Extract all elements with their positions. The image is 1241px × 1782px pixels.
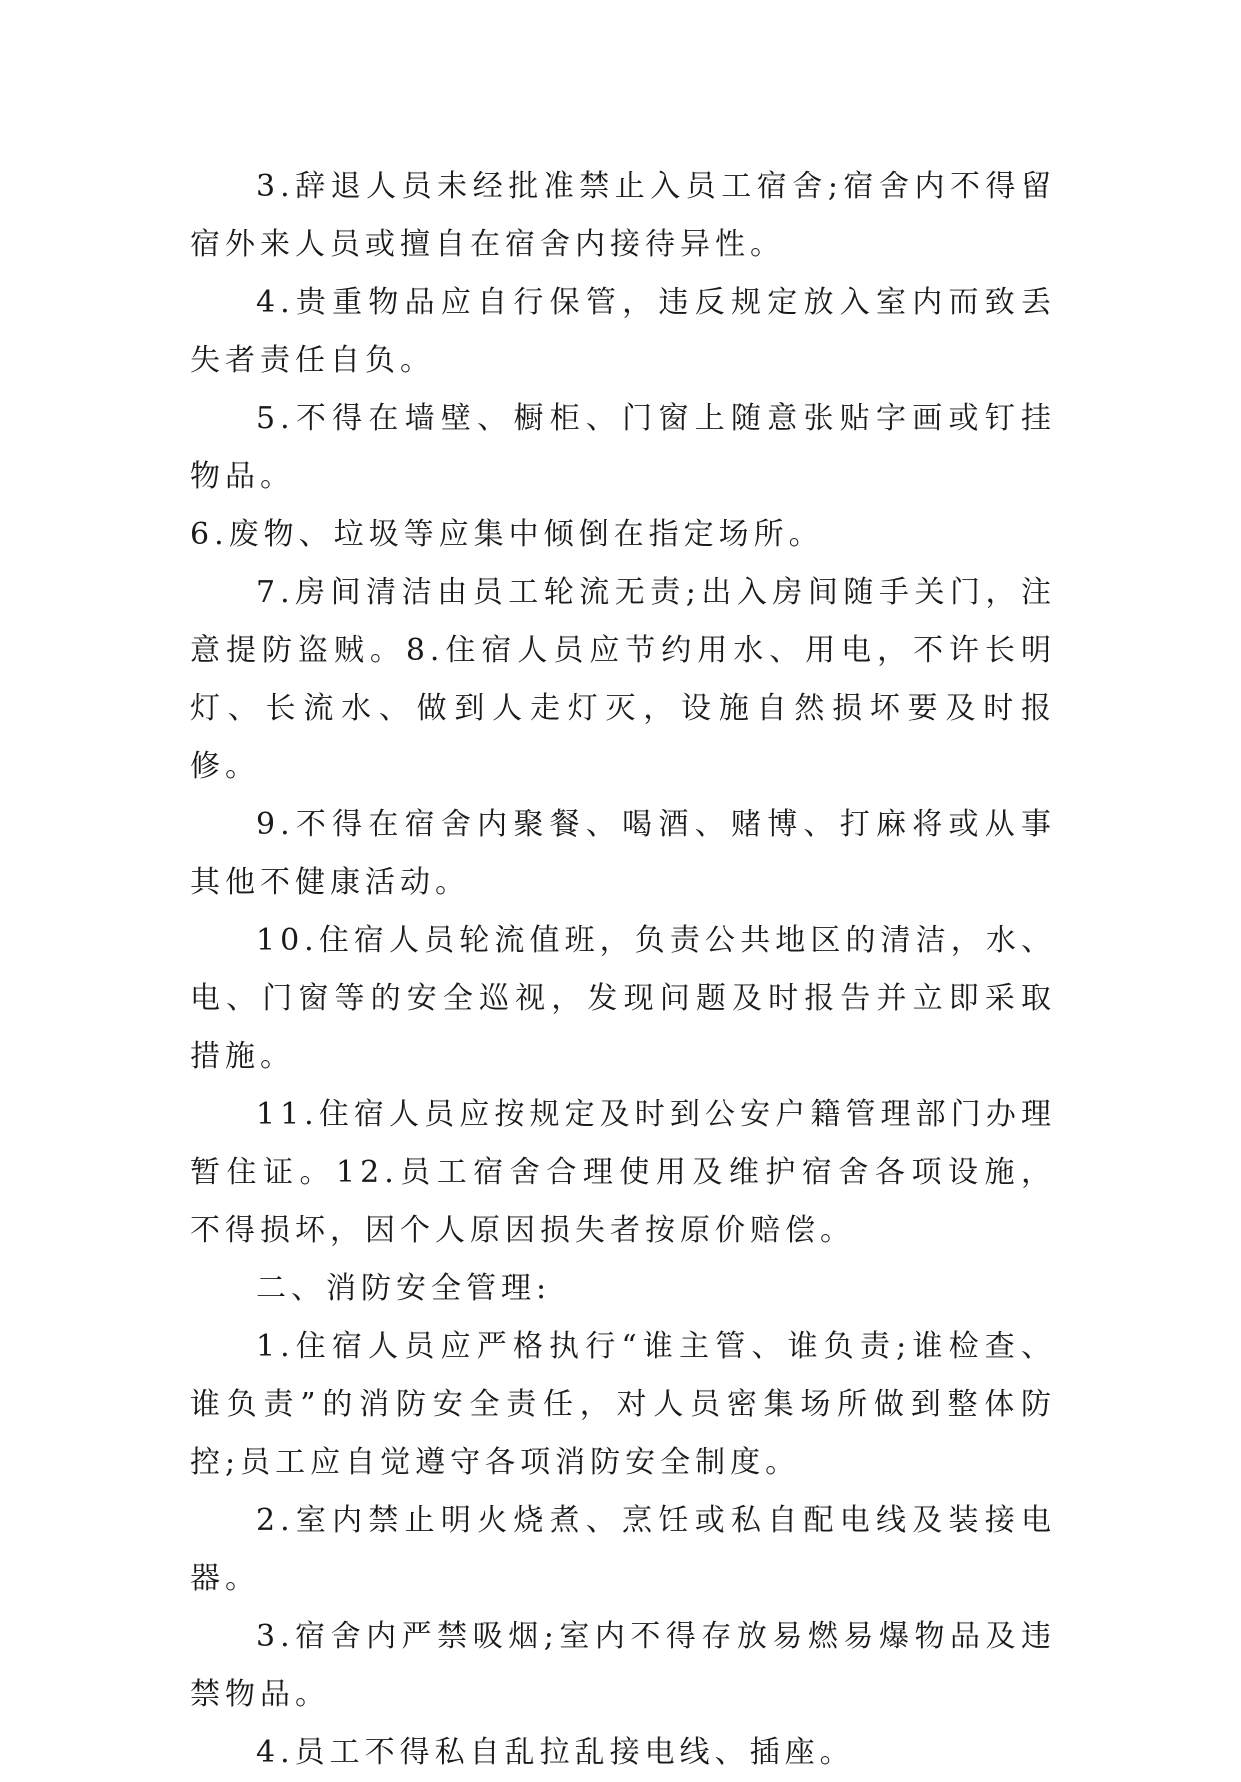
paragraph-item-10: 10.住宿人员轮流值班，负责公共地区的清洁，水、电、门窗等的安全巡视，发现问题及时报告并立即采取措施。	[190, 923, 1056, 1074]
section-heading-fire-safety: 二、消防安全管理:	[256, 1271, 552, 1306]
paragraph-item-6: 6.废物、垃圾等应集中倾倒在指定场所。	[190, 517, 824, 552]
paragraph-fire-item-2: 2.室内禁止明火烧煮、烹饪或私自配电线及装接电器。	[190, 1503, 1056, 1596]
paragraph-item-11-12: 11.住宿人员应按规定及时到公安户籍管理部门办理暂住证。12.员工宿舍合理使用及维护宿舍各项设施，不得损坏，因个人原因损失者按原价赔偿。	[190, 1097, 1056, 1248]
paragraph-fire-item-3: 3.宿舍内严禁吸烟;室内不得存放易燃易爆物品及违禁物品。	[190, 1619, 1056, 1712]
paragraph-fire-item-4: 4.员工不得私自乱拉乱接电线、插座。	[256, 1735, 855, 1770]
paragraph-item-3: 3.辞退人员未经批准禁止入员工宿舍;宿舍内不得留宿外来人员或擅自在宿舍内接待异性。	[190, 169, 1056, 262]
paragraph-item-7-8: 7.房间清洁由员工轮流无责;出入房间随手关门，注意提防盗贼。8.住宿人员应节约用水、用电，不许长明灯、长流水、做到人走灯灭，设施自然损坏要及时报修。	[190, 575, 1056, 784]
paragraph-fire-item-1: 1.住宿人员应严格执行“谁主管、谁负责;谁检查、谁负责”的消防安全责任，对人员密集场所做到整体防控;员工应自觉遵守各项消防安全制度。	[190, 1329, 1056, 1480]
paragraph-item-5: 5.不得在墙壁、橱柜、门窗上随意张贴字画或钉挂物品。	[190, 401, 1056, 494]
paragraph-item-9: 9.不得在宿舍内聚餐、喝酒、赌博、打麻将或从事其他不健康活动。	[190, 807, 1056, 900]
document-page	[190, 158, 1056, 1782]
paragraph-item-4: 4.贵重物品应自行保管，违反规定放入室内而致丢失者责任自负。	[190, 285, 1056, 378]
